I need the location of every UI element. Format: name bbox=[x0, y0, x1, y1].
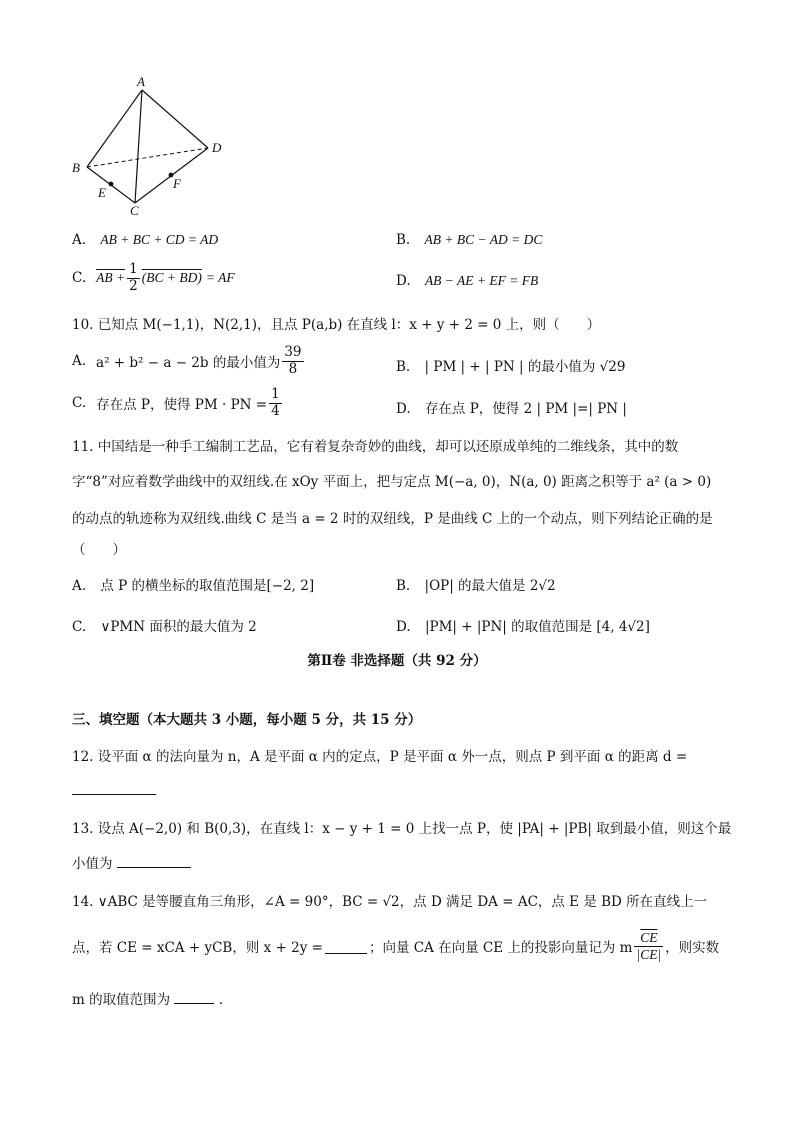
label-C: C bbox=[130, 203, 139, 218]
q14-line-2-post: ，则实数 bbox=[665, 940, 720, 956]
q9-option-b bbox=[396, 232, 542, 248]
q14-line-3-end: . bbox=[218, 992, 223, 1008]
option-text: 点 P 的横坐标的取值范围是[−2, 2] bbox=[100, 578, 315, 594]
edge-AB bbox=[87, 90, 142, 167]
q11-option-c bbox=[72, 615, 257, 635]
q12-answer-blank[interactable] bbox=[72, 780, 156, 795]
option-label: D. bbox=[396, 273, 411, 289]
q14-line-2-pre: 点，若 CE = xCA + yCB，则 x + 2y = bbox=[72, 940, 323, 956]
option-text: |OP| 的最大值是 2√2 bbox=[424, 578, 556, 594]
option-text: | PM | + | PN | 的最小值为 √29 bbox=[424, 359, 626, 375]
option-text-mid: (BC + BD) bbox=[141, 270, 202, 285]
q10-option-a bbox=[72, 340, 306, 382]
q11-line-3: 的动点的轨迹称为双纽线.曲线 C 是当 a = 2 时的双纽线，P 是曲线 C 上的一个动点，则下列结论正确的是 bbox=[72, 511, 713, 527]
q14-line-2-mid: ；向量 CA 在向量 CE 上的投影向量记为 m bbox=[368, 940, 633, 956]
q14-line-1: 14. ∨ABC 是等腰直角三角形，∠A = 90°，BC = √2，点 D 满足 DA = AC，点 E 是 BD 所在直线上一 bbox=[72, 894, 708, 910]
option-label: B. bbox=[396, 359, 411, 375]
option-label: B. bbox=[396, 578, 411, 594]
q11-line-1: 11. 中国结是一种手工编制工艺品，它有着复杂奇妙的曲线，却可以还原成单纯的二维线条，其中的数 bbox=[72, 439, 679, 455]
q13-line-2-text: 小值为 bbox=[72, 856, 113, 872]
q9-option-a bbox=[72, 232, 218, 248]
option-text: AB − AE + EF = FB bbox=[424, 273, 539, 288]
label-F: F bbox=[173, 176, 181, 191]
projection-fraction: $\frac{\overline{CE}}{|CE|}$ bbox=[636, 929, 662, 962]
fraction: $\frac{1}{2}$ bbox=[129, 260, 138, 294]
label-B: B bbox=[72, 160, 80, 175]
option-label: B. bbox=[396, 232, 411, 248]
q14-line-3 bbox=[72, 988, 223, 1008]
q13-line-1: 13. 设点 A(−2,0) 和 B(0,3)，在直线 l：x − y + 1 = 0 上找一点 P，使 |PA| + |PB| 取到最小值，则这个最 bbox=[72, 821, 732, 837]
q10-option-c bbox=[72, 382, 284, 424]
q14-line-3-text: m 的取值范围为 bbox=[72, 992, 171, 1008]
q11-option-b bbox=[396, 574, 556, 594]
option-label: A. bbox=[72, 353, 87, 369]
q11-option-d bbox=[396, 615, 650, 635]
option-text: a² + b² − a − 2b 的最小值为 bbox=[96, 355, 281, 371]
option-label: D. bbox=[396, 401, 411, 417]
option-label: D. bbox=[396, 619, 411, 635]
fraction: $\frac{1}{4}$ bbox=[271, 385, 280, 419]
q13-answer-blank[interactable] bbox=[117, 853, 191, 868]
option-text: AB + BC + CD = AD bbox=[100, 232, 219, 247]
section-2-title: 第Ⅱ卷 非选择题（共 92 分） bbox=[307, 653, 487, 669]
option-text: ∨PMN 面积的最大值为 2 bbox=[100, 619, 257, 635]
label-D: D bbox=[212, 140, 222, 155]
option-text-post: = AF bbox=[205, 270, 235, 285]
q10-option-d bbox=[396, 397, 627, 417]
option-text: AB + BC − AD = DC bbox=[424, 232, 543, 247]
label-A: A bbox=[137, 74, 145, 89]
option-text: |PM| + |PN| 的取值范围是 [4, 4√2] bbox=[424, 619, 650, 635]
point-E bbox=[109, 182, 114, 187]
option-label: A. bbox=[72, 232, 87, 248]
option-text: 存在点 P，使得 2 | PM |=| PN | bbox=[424, 401, 627, 417]
option-label: C. bbox=[72, 395, 87, 411]
q12-line-1: 12. 设平面 α 的法向量为 n，A 是平面 α 内的定点，P 是平面 α 外一点，则点 P 到平面 α 的距离 d = bbox=[72, 749, 688, 765]
edge-AD bbox=[142, 90, 208, 148]
q9-option-c bbox=[72, 258, 235, 298]
option-label: C. bbox=[72, 619, 87, 635]
q10-stem: 10. 已知点 M(−1,1)，N(2,1)，且点 P(a,b) 在直线 l：x + y + 2 = 0 上，则（ ） bbox=[72, 317, 601, 333]
q9-option-d bbox=[396, 273, 538, 289]
q11-line-2: 字“8”对应着数学曲线中的双纽线.在 xOy 平面上，把与定点 M(−a, 0)，N(a, 0) 距离之积等于 a² (a > 0) bbox=[72, 474, 712, 490]
q11-line-4: （ ） bbox=[72, 542, 126, 558]
option-text: 存在点 P，使得 PM · PN = bbox=[96, 397, 268, 413]
tetrahedron-figure bbox=[60, 70, 240, 220]
option-label: C. bbox=[72, 270, 87, 286]
q10-option-b bbox=[396, 355, 625, 375]
q14-line-2 bbox=[72, 920, 719, 972]
q14-answer-blank-1[interactable] bbox=[325, 939, 367, 954]
edge-BD-hidden bbox=[87, 148, 208, 167]
label-E: E bbox=[98, 185, 106, 200]
edge-AC bbox=[135, 90, 142, 203]
q13-line-2 bbox=[72, 852, 191, 872]
option-text: AB + bbox=[96, 270, 126, 285]
option-label: A. bbox=[72, 578, 87, 594]
q14-answer-blank-2[interactable] bbox=[174, 989, 214, 1004]
section-3-title: 三、填空题（本大题共 3 小题，每小题 5 分，共 15 分） bbox=[72, 712, 422, 728]
fraction: $\frac{39}{8}$ bbox=[284, 343, 302, 377]
q11-option-a bbox=[72, 574, 314, 594]
